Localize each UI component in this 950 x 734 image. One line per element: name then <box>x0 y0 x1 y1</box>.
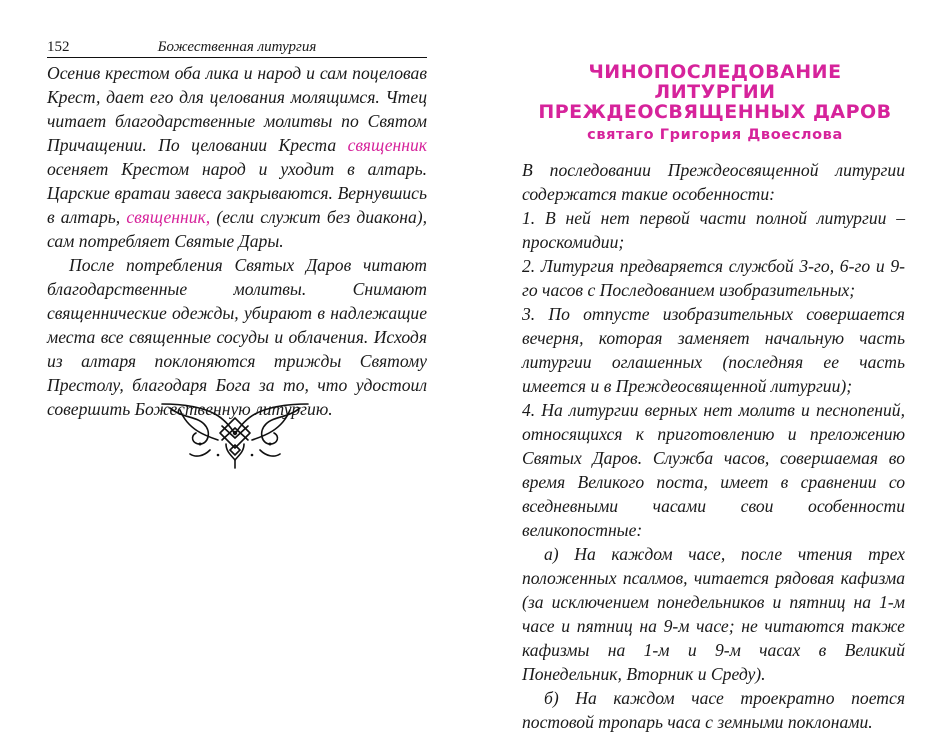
left-page-body <box>47 61 427 421</box>
sub-item: а) На каждом часе, после чтения трех положенных псалмов, читается рядовая кафизма (за исключением понедельников и пятниц на 1-м часе и пятниц на 9-м часе; не читаются также кафизмы на 1-м и 9-м часах в Великий Понедельник, Вторник и Среду). <box>522 544 905 684</box>
title-line: ПРЕЖДЕОСВЯЩЕННЫХ ДАРОВ <box>538 101 892 123</box>
text-run: осеняет Крестом народ и уходит в алтарь. Царские вратаи завеса закрываются. Вернувшись в алтарь, <box>47 159 427 227</box>
text-run: Осенив крестом оба лика и народ и сам поцеловав Крест, дает его для целования молящимся. Чтец читает благодарственные молитвы по Святом Причащении. По целовании Креста <box>47 63 427 155</box>
paragraph: После потребления Святых Даров читают благодарственные молитвы. Снимают священнические одежды, убирают в надлежащие места все священные сосуды и облачения. Исходя из алтаря поклоняются трижды Святому Престолу, благодаря Бога за то, что удостоил совершить Божественную литургию. <box>47 255 427 419</box>
celtic-knot-ornament-icon <box>160 400 310 470</box>
running-head <box>47 37 427 58</box>
list-item: 4. На литургии верных нет молитв и песнопений, относящихся к приготовлению и преложению Святых Даров. Служба часов, совершаемая во время Великого поста, имеет в сравнении со вседневными часами свои особенности великопостные: <box>522 400 905 540</box>
text-run: (если служит без диакона), сам потребляет Святые Дары. <box>47 207 427 251</box>
page-number: 152 <box>47 39 70 55</box>
chapter-subtitle: святаго Григория Двоеслова <box>587 127 843 143</box>
left-page <box>0 0 475 633</box>
paragraph <box>47 61 427 253</box>
title-line: ЧИНОПОСЛЕДОВАНИЕ <box>588 61 842 83</box>
title-line: ЛИТУРГИИ <box>654 81 776 103</box>
rubric-priest: священник, <box>126 207 211 227</box>
list-item: 1. В ней нет первой части полной литургии – проскомидии; <box>522 208 905 252</box>
list-item: 2. Литургия предваряется службой 3-го, 6-го и 9-го часов с Последованием изобразительных; <box>522 256 905 300</box>
list-item: 3. По отпусте изобразительных совершается вечерня, которая заменяет начальную часть литургии оглашенных (последняя ее часть имеется и в Преждеосвященной литургии); <box>522 304 905 396</box>
sub-item: б) На каждом часе троекратно поется постовой тропарь часа с земными поклонами. <box>522 688 905 732</box>
right-page-body <box>522 158 905 734</box>
chapter-title <box>525 62 905 122</box>
running-head-title: Божественная литургия <box>157 39 317 55</box>
paragraph: В последовании Преждеосвященной литургии содержатся такие особенности: <box>522 160 905 204</box>
rubric-priest: священник <box>347 135 427 155</box>
